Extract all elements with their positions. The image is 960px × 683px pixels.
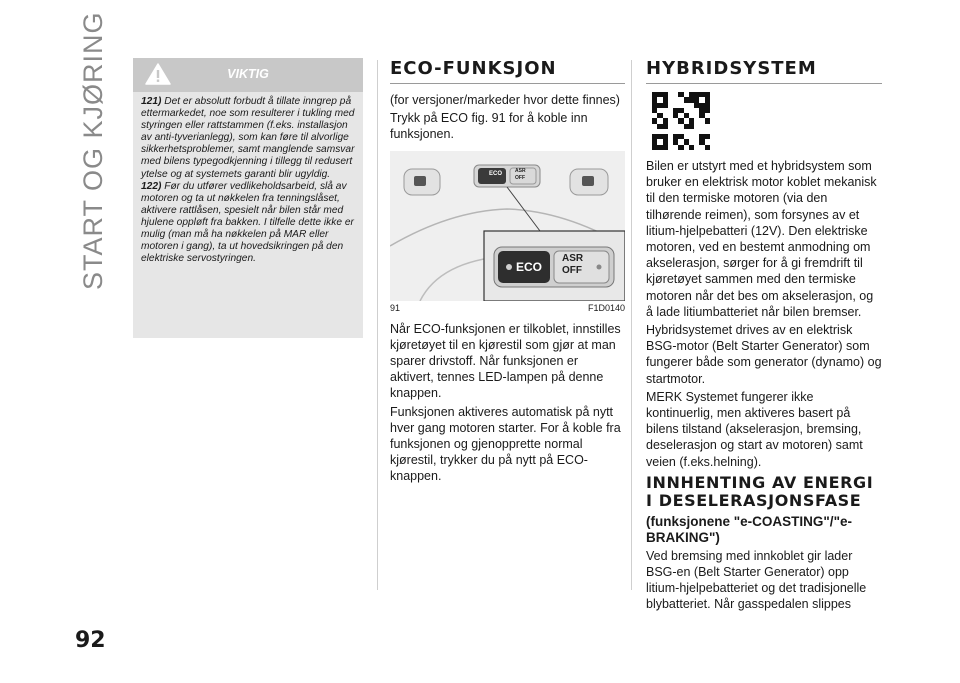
warning-box: [133, 58, 363, 338]
energy-recovery-heading-line1: INNHENTING AV ENERGI: [646, 472, 874, 492]
warning-item: [141, 96, 355, 181]
figure-code: F1D0140: [587, 302, 625, 313]
figure-asr-label: ASR: [515, 167, 526, 174]
column-divider: [377, 60, 378, 590]
functions-subheading: (funksjonene "e-COASTING"/"e-BRAKING"): [646, 513, 852, 545]
warning-item-text: Før du utfører vedlikeholdsarbeid, slå av motoren og ta ut nøkkelen fra tenningslåset, aktivere rattlåsen, spesielt når bilen står med hjulene oppløft fra bakken. I tilfelle dette ikke er mulig (man må ha nøkkelen på MAR eller motoren i gang), ta ut hovedsikringen på den elektriske servostyringen.: [141, 180, 354, 265]
figure-asr-label-zoom: ASR: [562, 252, 584, 264]
hybrid-paragraph: Hybridsystemet drives av en elektrisk BSG-motor (Belt Starter Generator) som fungerer både som generator (dynamo) og startmotor.: [646, 323, 882, 386]
eco-paragraph: (for versjoner/markeder hvor dette finnes): [390, 93, 620, 107]
figure-off-label: OFF: [515, 174, 525, 181]
hybrid-paragraph: Bilen er utstyrt med et hybridsystem som bruker en elektrisk motor koblet mekanisk til den termiske motoren (via den tilhørende reimen), som forsynes av et litium-hjelpebatteri (12V). Den elektriske motoren, ved en bestemt anmodning om akselerasjon, sørger for å gi fremdrift til kjøretøyet sammen med den termiske motoren når det bes om akselerasjon, og å lade litiumbatteriet når bilen bremser.: [646, 159, 877, 319]
side-section-title: START OG KJØRING: [78, 11, 108, 290]
figure-number: 91: [390, 302, 401, 313]
qr-module: [705, 145, 710, 150]
figure-eco-label-zoom: ECO: [516, 259, 543, 274]
warning-title: VIKTIG: [227, 67, 269, 81]
column-divider: [631, 60, 632, 590]
warning-item-text: Det er absolutt forbudt å tillate inngrep på ettermarkedet, noe som resulterer i tukling med styringen eller rattstammen (f.eks. installasjon av anti-tyverianlegg), som kan føre til alvorlige sikkerhetsproblemer, samt manglende samsvar med bilens typegodkjenning i tillegg til redusert ytelse og at systemets garanti blir ugyldig.: [141, 96, 355, 180]
figure-caption: [390, 303, 625, 313]
eco-heading: ECO-FUNKSJON: [390, 58, 625, 84]
eco-button-figure: [390, 151, 625, 301]
warning-header: [133, 58, 363, 92]
eco-paragraph: Når ECO-funksjonen er tilkoblet, innstilles kjøretøyet til en kjørestil som gjør at man sparer drivstoff. Når funksjonen er aktivert, tennes LED-lampen på denne knappen.: [390, 321, 621, 401]
warning-item: [141, 181, 355, 266]
eco-paragraph: Funksjonen aktiveres automatisk på nytt hver gang motoren starter. For å koble fra funksjonen og gjenopprette normal kjørestil, trykker du på nytt på ECO-knappen.: [390, 404, 621, 484]
warning-body: [133, 92, 363, 265]
energy-recovery-heading-line2: I DESELERASJONSFASE: [646, 490, 862, 510]
eco-paragraph: Trykk på ECO fig. 91 for å koble inn funksjonen.: [390, 111, 588, 142]
figure-eco-label: ECO: [489, 170, 503, 177]
dashboard-illustration: [390, 151, 625, 301]
page-number: 92: [75, 628, 106, 653]
hybrid-paragraph: MERK Systemet fungerer ikke kontinuerlig, men aktiveres basert på bilens tilstand (akselerasjon, bremsing, deselerasjon og start av motoren) samt veien (f.eks.helning).: [646, 389, 863, 469]
warning-item-number: 122): [141, 180, 162, 192]
eco-section: [390, 58, 625, 487]
hybrid-section: [646, 58, 882, 615]
figure-off-label-zoom: OFF: [562, 264, 582, 276]
hybrid-paragraph: Ved bremsing med innkoblet gir lader BSG-en (Belt Starter Generator) opp litium-hjelpebatteriet og det tradisjonelle blybatteriet. Når gasspedalen slippes: [646, 548, 867, 612]
qr-code-icon: [652, 92, 710, 150]
energy-recovery-heading: [646, 474, 882, 510]
hybrid-heading: HYBRIDSYSTEM: [646, 58, 882, 84]
warning-item-number: 121): [141, 96, 162, 107]
